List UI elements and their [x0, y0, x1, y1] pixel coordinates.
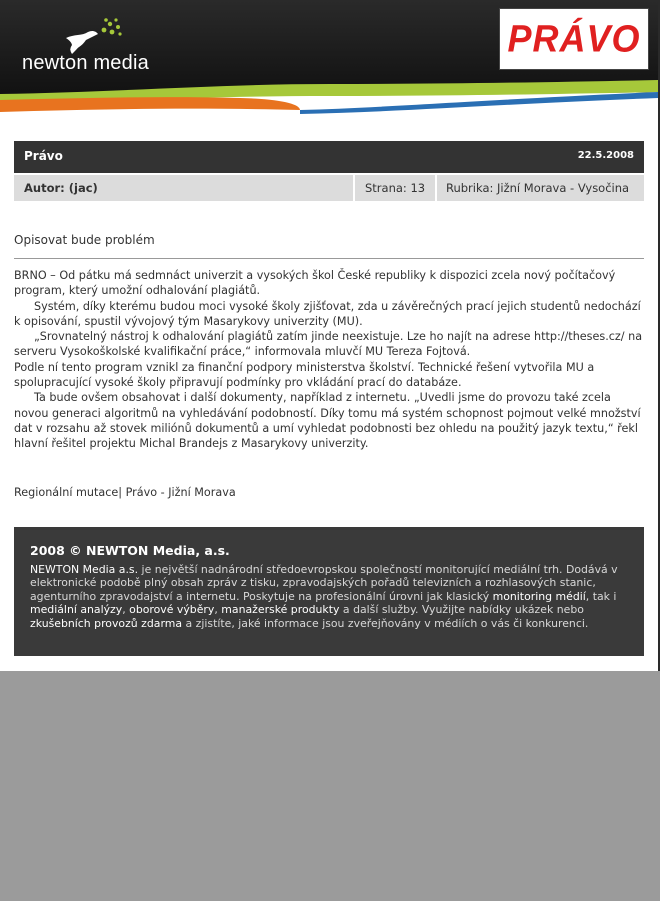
title-divider — [14, 258, 644, 259]
footer — [14, 527, 644, 656]
source-name: Právo — [24, 149, 63, 163]
publication-logo-text: PRÁVO — [507, 16, 641, 60]
publication-date: 22.5.2008 — [577, 150, 634, 161]
page-number: Strana: 13 — [365, 181, 426, 195]
link-monitoring[interactable]: monitoring médií — [492, 589, 586, 603]
article-paragraph: „Srovnatelný nástroj k odhalování plagiátů zatím jinde neexistuje. Lze ho najít na adrese http://theses.cz/ na serveru Vysokoškolské kvalifikační práce,“ informovala mluvčí MU Tereza Fojtová. — [14, 330, 643, 359]
article-paragraph: Podle ní tento program vznikl za finanční podpory ministerstva školství. Technické řešení vytvořila MU a spolupracující vysoké školy připravují podmínky pro vkládání prací do databáze. — [14, 360, 595, 390]
rubric-label: Rubrika: Jižní Morava - Vysočina — [446, 181, 630, 195]
meta-divider — [435, 175, 437, 201]
footer-title: 2008 © NEWTON Media, a.s. — [30, 543, 230, 558]
footer-text-segment: a zjistíte, jaké informace jsou zveřejňovány v médiích o vás či konkurenci. — [182, 616, 589, 630]
article-body — [14, 268, 646, 452]
author-label: Autor: (jac) — [24, 181, 98, 195]
meta-divider — [353, 175, 355, 201]
header-banner — [0, 0, 658, 122]
source-bar — [14, 141, 644, 173]
link-sector-selections[interactable]: oborové výběry — [129, 603, 215, 617]
link-free-trial[interactable]: zkušebních provozů zdarma — [30, 616, 183, 630]
publication-logo — [499, 8, 649, 70]
newton-media-logo[interactable]: newton media — [22, 52, 149, 74]
article-paragraph: Systém, díky kterému budou moci vysoké školy zjišťovat, zda u závěrečných prací jejich studentů nedochází k opisování, spustil vývojový tým Masarykovy univerzity (MU). — [14, 299, 641, 328]
regional-edition: Regionální mutace| Právo - Jižní Morava — [14, 486, 236, 499]
article-meta-bar — [14, 175, 644, 201]
article-title: Opisovat bude problém — [14, 233, 155, 247]
link-media-analysis[interactable]: mediální analýzy — [30, 603, 123, 617]
article-paragraph: BRNO – Od pátku má sedmnáct univerzit a vysokých škol České republiky k dispozici zcela nový počítačový program, který umožní odhalování plagiátů. — [14, 269, 616, 298]
footer-text — [30, 563, 630, 630]
footer-text-segment: je největší nadnárodní středoevropskou společností monitorující mediální trh. Dodává v elektronické podobě plný obsah zpráv z tisku, zpravodajských pořadů televizních a rozhlasových stanic, agenturního zpravodajství a internetu. Poskytuje na profesionální úrovni jak klasický — [30, 563, 618, 603]
footer-text-segment: a další služby. Využijte nabídky ukázek nebo — [339, 603, 584, 617]
footer-text-segment: , tak i — [585, 589, 617, 603]
footer-text-segment: , — [214, 603, 222, 617]
link-management-products[interactable]: manažerské produkty — [221, 603, 340, 617]
footer-text-segment: , — [122, 603, 130, 617]
company-name: NEWTON Media a.s. — [30, 563, 139, 576]
article-paragraph: Ta bude ovšem obsahovat i další dokumenty, například z internetu. „Uvedli jsme do provozu také zcela novou generaci algoritmů na vyhledávání podobností. Díky tomu má systém schopnost pojmout velké množství dat v rozsahu až stovek miliónů dokumentů a umí vyhledat podobnosti bez ohledu na použitý jazyk textu,“ řekl hlavní řešitel projektu Michal Brandejs z Masarykovy univerzity. — [14, 391, 641, 451]
